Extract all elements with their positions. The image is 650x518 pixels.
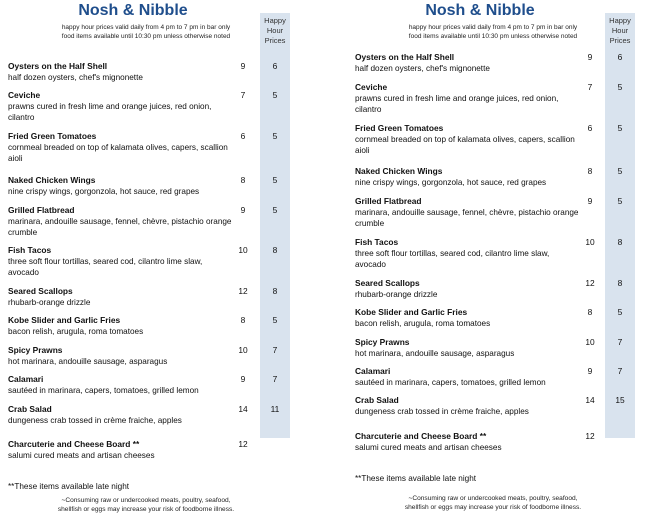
happy-hour-header	[605, 16, 635, 46]
item-hh-price: 5	[272, 90, 278, 100]
menu-item	[8, 90, 298, 123]
menu-item	[355, 196, 645, 229]
item-price: 12	[238, 439, 248, 449]
item-name: Naked Chicken Wings	[355, 166, 443, 176]
menu-panel-left	[8, 0, 313, 518]
item-price: 14	[238, 404, 248, 414]
item-name: Seared Scallops	[8, 286, 73, 296]
item-hh-price: 5	[272, 205, 278, 215]
item-price: 7	[240, 90, 246, 100]
menu-item	[8, 286, 298, 308]
item-price: 12	[585, 431, 595, 441]
hh-header-line: Hour	[266, 26, 284, 35]
late-night-note: **These items available late night	[355, 474, 477, 483]
item-desc: nine crispy wings, gorgonzola, hot sauce, red grapes	[355, 178, 547, 187]
item-hh-price: 7	[272, 345, 278, 355]
item-desc: salumi cured meats and artisan cheeses	[355, 443, 502, 452]
item-name: Fried Green Tomatoes	[8, 131, 97, 141]
item-desc: marinara, andouille sausage, fennel, chèvre, pistachio orange crumble	[8, 217, 232, 237]
item-name: Seared Scallops	[355, 278, 420, 288]
happy-hour-header	[260, 16, 290, 46]
menu-item	[355, 82, 645, 115]
menu-item	[355, 166, 645, 188]
item-price: 10	[238, 245, 248, 255]
item-price: 12	[585, 278, 595, 288]
menu-item	[355, 237, 645, 270]
item-desc: cornmeal breaded on top of kalamata olives, capers, scallion aioli	[355, 135, 575, 155]
disclaimer-line: ~Consuming raw or undercooked meats, poultry, seafood,	[61, 497, 231, 504]
item-name: Charcuterie and Cheese Board **	[8, 439, 140, 449]
item-price: 9	[587, 196, 593, 206]
item-desc: nine crispy wings, gorgonzola, hot sauce, red grapes	[8, 187, 200, 196]
item-hh-price: 5	[617, 82, 623, 92]
menu-item	[355, 431, 645, 453]
menu-item	[8, 205, 298, 238]
item-price: 6	[240, 131, 246, 141]
item-desc: three soft flour tortillas, seared cod, cilantro lime slaw, avocado	[8, 257, 203, 277]
hh-header-line: Hour	[611, 26, 629, 35]
menu-item	[355, 52, 645, 74]
item-desc: bacon relish, arugula, roma tomatoes	[8, 327, 144, 336]
menu-item	[355, 337, 645, 359]
item-desc: prawns cured in fresh lime and orange juices, red onion, cilantro	[355, 94, 559, 114]
menu-subtitle	[383, 23, 603, 41]
item-hh-price: 5	[617, 196, 623, 206]
item-name: Charcuterie and Cheese Board **	[355, 431, 487, 441]
item-name: Naked Chicken Wings	[8, 175, 96, 185]
item-hh-price: 7	[272, 374, 278, 384]
subtitle-line: food items available until 10:30 pm unless otherwise noted	[408, 33, 578, 40]
item-price: 14	[585, 395, 595, 405]
item-name: Spicy Prawns	[8, 345, 63, 355]
menu-item	[8, 245, 298, 278]
menu-item	[8, 374, 298, 396]
item-desc: dungeness crab tossed in crème fraiche, apples	[355, 407, 529, 416]
item-price: 9	[240, 61, 246, 71]
item-desc: rhubarb-orange drizzle	[8, 298, 91, 307]
item-name: Calamari	[355, 366, 391, 376]
menu-item	[355, 123, 645, 156]
item-desc: bacon relish, arugula, roma tomatoes	[355, 319, 491, 328]
item-price: 7	[587, 82, 593, 92]
item-name: Fried Green Tomatoes	[355, 123, 444, 133]
menu-item	[8, 61, 298, 83]
item-price: 10	[585, 237, 595, 247]
menu-item	[355, 395, 645, 417]
item-hh-price: 6	[272, 61, 278, 71]
item-price: 8	[240, 175, 246, 185]
menu-item	[355, 366, 645, 388]
item-desc: cornmeal breaded on top of kalamata olives, capers, scallion aioli	[8, 143, 228, 163]
item-hh-price: 8	[272, 245, 278, 255]
item-hh-price: 7	[617, 337, 623, 347]
item-desc: hot marinara, andouille sausage, asparagus	[355, 349, 515, 358]
menu-item	[8, 345, 298, 367]
item-price: 8	[587, 166, 593, 176]
menu-item	[8, 175, 298, 197]
disclaimer	[383, 494, 603, 512]
menu-subtitle	[36, 23, 256, 41]
item-desc: rhubarb-orange drizzle	[355, 290, 438, 299]
hh-header-line: Happy	[609, 16, 631, 25]
item-name: Grilled Flatbread	[355, 196, 422, 206]
item-hh-price: 15	[615, 395, 625, 405]
hh-header-line: Happy	[264, 16, 286, 25]
item-hh-price: 5	[617, 166, 623, 176]
item-hh-price: 5	[272, 315, 278, 325]
item-name: Ceviche	[355, 82, 388, 92]
item-desc: hot marinara, andouille sausage, asparagus	[8, 357, 168, 366]
item-hh-price: 8	[617, 278, 623, 288]
disclaimer-line: shellfish or eggs may increase your risk of foodborne illness.	[404, 504, 582, 511]
disclaimer-line: ~Consuming raw or undercooked meats, poultry, seafood,	[408, 495, 578, 502]
item-hh-price: 5	[617, 123, 623, 133]
item-price: 8	[587, 307, 593, 317]
item-name: Ceviche	[8, 90, 41, 100]
item-desc: three soft flour tortillas, seared cod, cilantro lime slaw, avocado	[355, 249, 550, 269]
item-hh-price: 8	[272, 286, 278, 296]
item-hh-price: 7	[617, 366, 623, 376]
item-name: Calamari	[8, 374, 44, 384]
item-name: Kobe Slider and Garlic Fries	[355, 307, 468, 317]
disclaimer-line: shellfish or eggs may increase your risk of foodborne illness.	[57, 506, 235, 513]
item-desc: half dozen oysters, chef's mignonette	[8, 73, 143, 82]
menu-item	[8, 439, 298, 461]
menu-item	[8, 315, 298, 337]
item-name: Crab Salad	[355, 395, 399, 405]
menu-title: Nosh & Nibble	[425, 2, 535, 19]
item-desc: half dozen oysters, chef's mignonette	[355, 64, 490, 73]
item-price: 12	[238, 286, 248, 296]
item-name: Spicy Prawns	[355, 337, 410, 347]
item-name: Crab Salad	[8, 404, 52, 414]
item-hh-price: 5	[272, 175, 278, 185]
item-price: 10	[238, 345, 248, 355]
item-price: 9	[240, 205, 246, 215]
hh-header-line: Prices	[264, 36, 286, 45]
item-name: Kobe Slider and Garlic Fries	[8, 315, 121, 325]
item-name: Fish Tacos	[8, 245, 52, 255]
hh-header-line: Prices	[609, 36, 631, 45]
item-name: Oysters on the Half Shell	[8, 61, 108, 71]
item-desc: dungeness crab tossed in crème fraiche, apples	[8, 416, 182, 425]
disclaimer	[36, 496, 256, 514]
item-hh-price: 5	[272, 131, 278, 141]
item-hh-price: 8	[617, 237, 623, 247]
item-price: 9	[587, 366, 593, 376]
item-hh-price: 5	[617, 307, 623, 317]
item-desc: sautéed in marinara, capers, tomatoes, grilled lemon	[355, 378, 546, 387]
item-price: 8	[240, 315, 246, 325]
item-hh-price: 6	[617, 52, 623, 62]
menu-item	[8, 131, 298, 164]
item-name: Grilled Flatbread	[8, 205, 75, 215]
menu-item	[355, 278, 645, 300]
menu-panel-right	[355, 0, 650, 518]
menu-item	[8, 404, 298, 426]
menu-item	[355, 307, 645, 329]
item-price: 9	[587, 52, 593, 62]
item-desc: sautéed in marinara, capers, tomatoes, grilled lemon	[8, 386, 199, 395]
subtitle-line: happy hour prices valid daily from 4 pm to 7 pm in bar only	[61, 24, 231, 31]
item-name: Fish Tacos	[355, 237, 399, 247]
item-price: 6	[587, 123, 593, 133]
subtitle-line: food items available until 10:30 pm unless otherwise noted	[61, 33, 231, 40]
menu-title: Nosh & Nibble	[78, 2, 188, 19]
item-price: 9	[240, 374, 246, 384]
item-desc: prawns cured in fresh lime and orange juices, red onion, cilantro	[8, 102, 212, 122]
item-price: 10	[585, 337, 595, 347]
item-desc: marinara, andouille sausage, fennel, chèvre, pistachio orange crumble	[355, 208, 579, 228]
late-night-note: **These items available late night	[8, 482, 130, 491]
item-desc: salumi cured meats and artisan cheeses	[8, 451, 155, 460]
subtitle-line: happy hour prices valid daily from 4 pm to 7 pm in bar only	[408, 24, 578, 31]
item-hh-price: 11	[270, 404, 280, 414]
item-name: Oysters on the Half Shell	[355, 52, 455, 62]
